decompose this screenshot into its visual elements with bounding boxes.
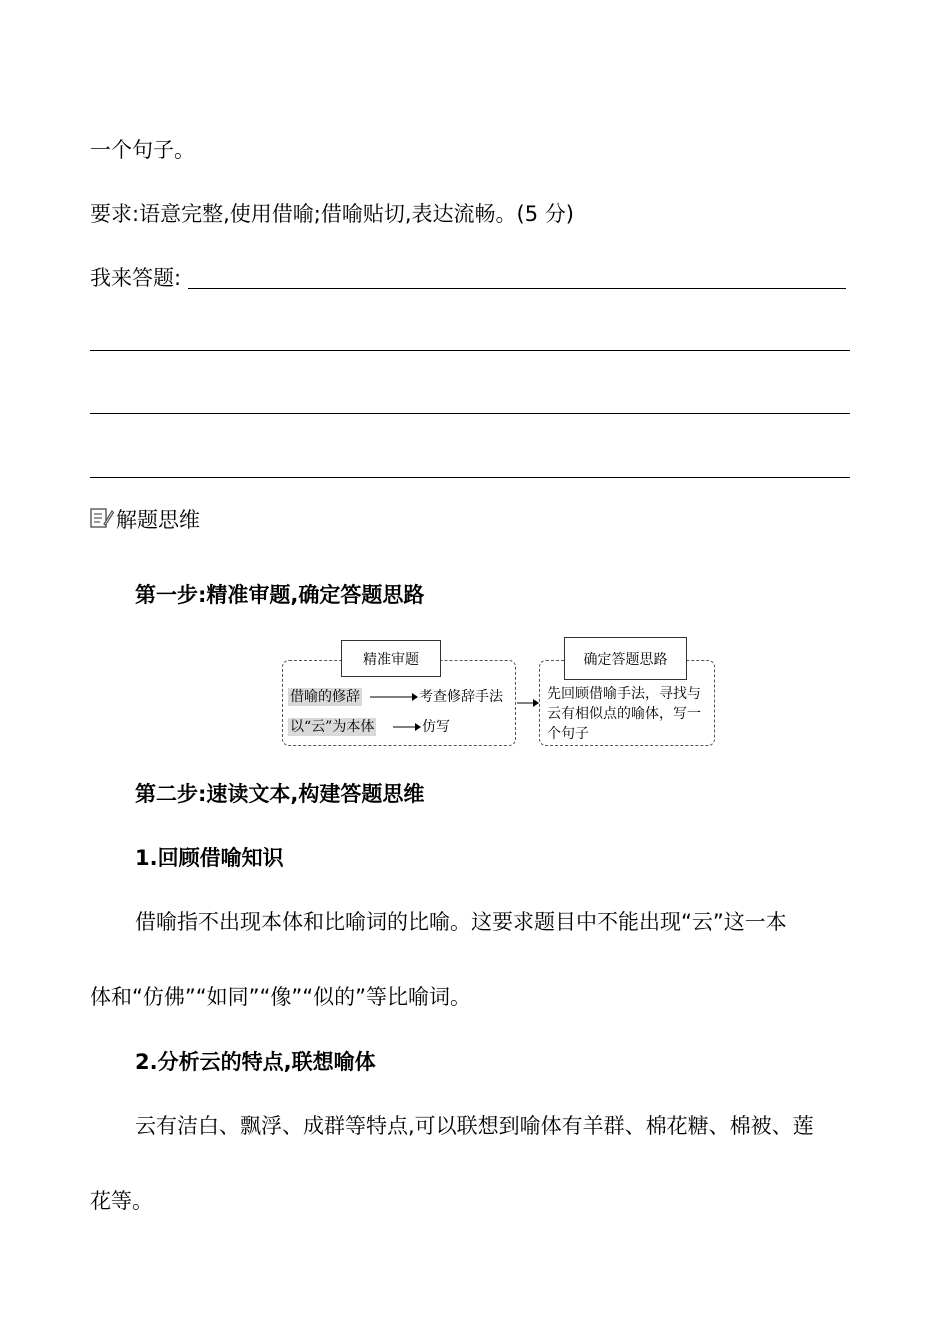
paragraph-line: 体和“仿佛”“如同”“像”“似的”等比喻词。 xyxy=(90,985,472,1009)
answer-blank-line[interactable] xyxy=(188,288,846,289)
right-text-line: 先回顾借喻手法，寻找与 xyxy=(547,686,701,702)
sub-heading: 2.分析云的特点,联想喻体 xyxy=(135,1050,376,1074)
paragraph-line: 花等。 xyxy=(90,1189,153,1213)
arrow-right-icon xyxy=(370,691,418,703)
answer-blank-line[interactable] xyxy=(90,413,850,414)
section-title: 解题思维 xyxy=(116,508,200,532)
right-title-box: 确定答题思路 xyxy=(564,637,687,680)
step-heading: 第二步:速读文本,构建答题思维 xyxy=(135,782,425,806)
row1-value: 考查修辞手法 xyxy=(419,689,503,705)
notebook-pen-icon xyxy=(90,507,114,529)
right-text-line: 云有相似点的喻体，写一 xyxy=(547,706,701,722)
row2-value: 仿写 xyxy=(422,719,450,735)
left-title-box: 精准审题 xyxy=(341,640,441,677)
arrow-right-icon xyxy=(393,721,421,733)
answer-blank-line[interactable] xyxy=(90,477,850,478)
paragraph-line: 借喻指不出现本体和比喻词的比喻。这要求题目中不能出现“云”这一本 xyxy=(135,910,787,934)
text-line: 一个句子。 xyxy=(90,138,195,162)
step-heading: 第一步:精准审题,确定答题思路 xyxy=(135,583,425,607)
row1-key: 借喻的修辞 xyxy=(290,689,360,705)
requirement-line: 要求:语意完整,使用借喻;借喻贴切,表达流畅。(5 分) xyxy=(90,202,574,226)
right-text-line: 个句子 xyxy=(547,726,589,742)
answer-blank-line[interactable] xyxy=(90,350,850,351)
answer-label: 我来答题: xyxy=(90,266,182,290)
sub-heading: 1.回顾借喻知识 xyxy=(135,846,284,870)
arrow-right-icon xyxy=(517,697,539,709)
paragraph-line: 云有洁白、飘浮、成群等特点,可以联想到喻体有羊群、棉花糖、棉被、莲 xyxy=(135,1114,814,1138)
row2-key: 以“云”为本体 xyxy=(290,719,375,735)
